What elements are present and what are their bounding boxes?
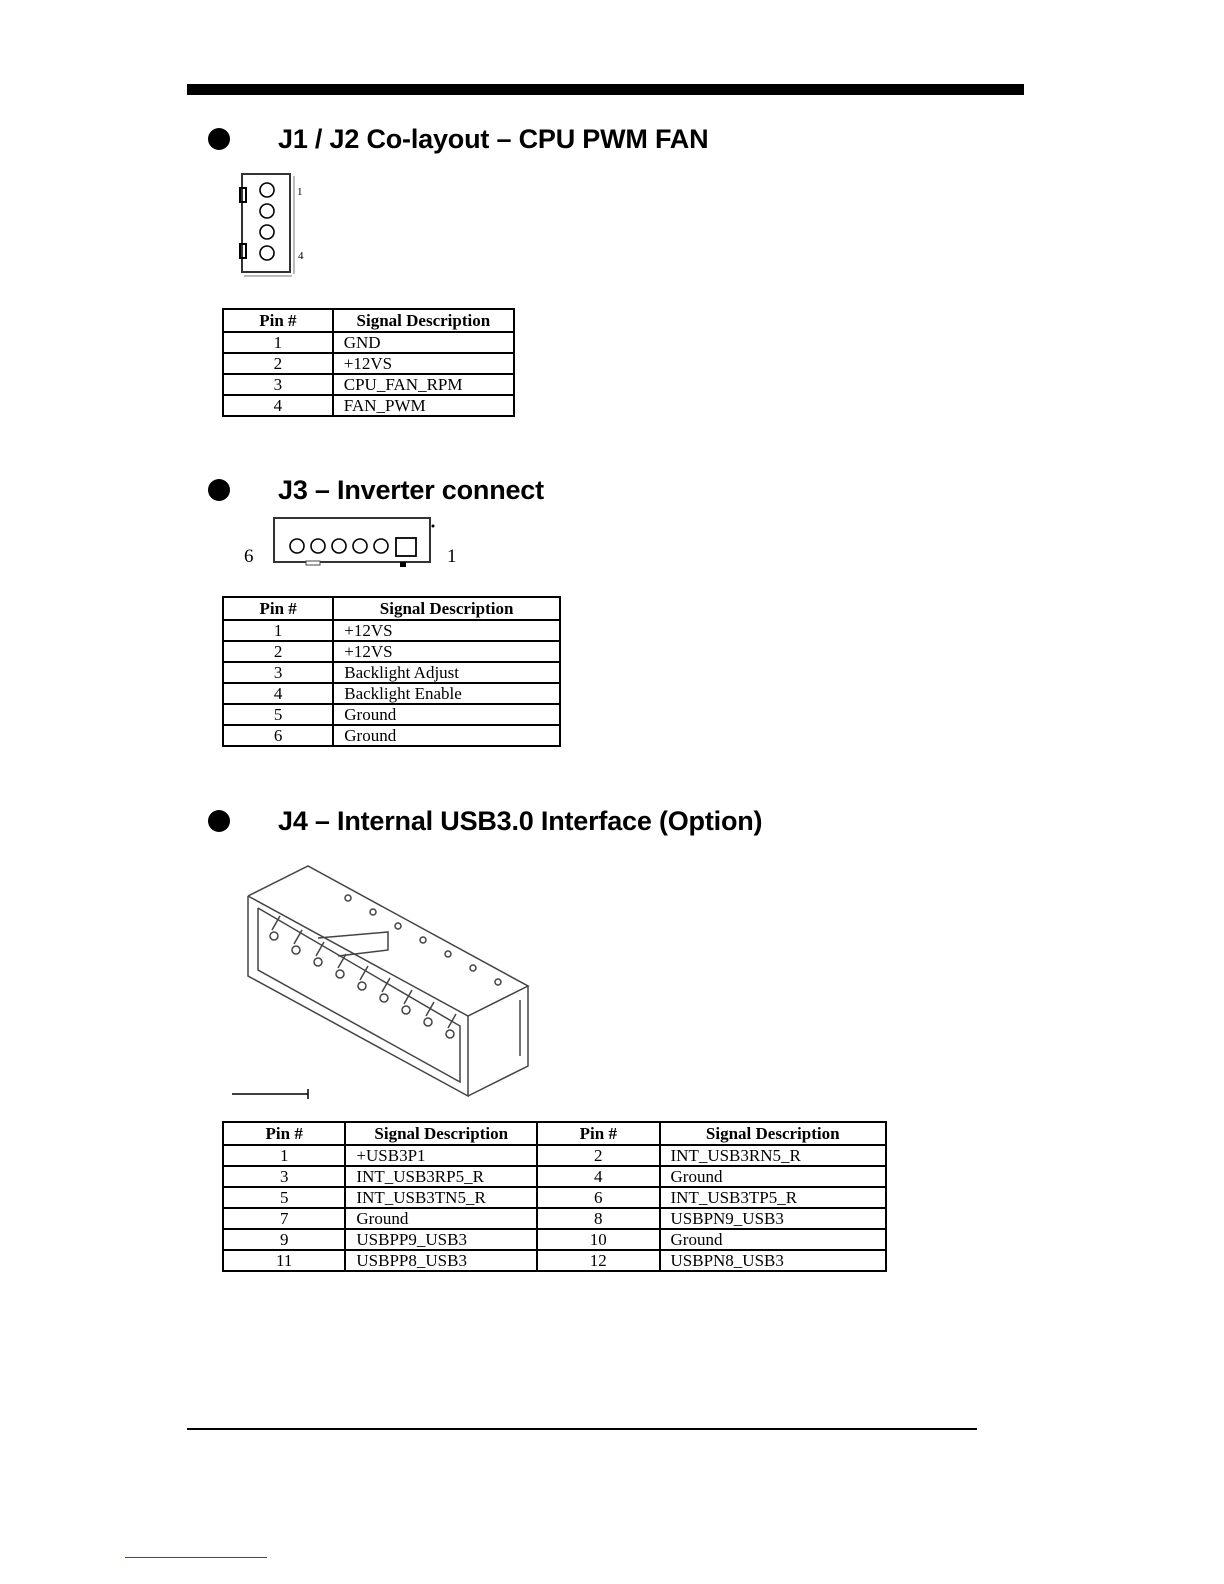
fan-connector-diagram: [236, 170, 316, 278]
table-row: [223, 1229, 886, 1250]
signal-cell: INT_USB3RP5_R: [345, 1166, 537, 1187]
pin-cell: 1: [223, 332, 333, 353]
table-header-row: [223, 309, 514, 332]
signal-cell: USBPN9_USB3: [660, 1208, 887, 1229]
signal-cell: Backlight Adjust: [333, 662, 560, 683]
table-row: [223, 1145, 886, 1166]
pin-cell: 4: [223, 683, 333, 704]
pin-cell: 1: [223, 1145, 345, 1166]
table-row: [223, 704, 560, 725]
pin-cell: 3: [223, 662, 333, 683]
table-row: [223, 1166, 886, 1187]
bullet-icon: [208, 479, 230, 501]
signal-cell: INT_USB3TN5_R: [345, 1187, 537, 1208]
pin-cell: 1: [223, 620, 333, 641]
pin-cell: 2: [537, 1145, 659, 1166]
signal-cell: Ground: [660, 1229, 887, 1250]
signal-cell: +12VS: [333, 641, 560, 662]
pin-cell: 5: [223, 704, 333, 725]
usb3-pin-table: [222, 1121, 887, 1272]
pin-cell: 12: [537, 1250, 659, 1271]
signal-cell: FAN_PWM: [333, 395, 514, 416]
header-pin: Pin #: [537, 1122, 659, 1145]
header-signal: Signal Description: [333, 309, 514, 332]
inverter-pin-1-label: 1: [447, 546, 457, 567]
pin-cell: 4: [223, 395, 333, 416]
signal-cell: CPU_FAN_RPM: [333, 374, 514, 395]
footer-link-underline[interactable]: [125, 1557, 267, 1558]
inverter-pin-table: [222, 596, 561, 747]
header-pin: Pin #: [223, 597, 333, 620]
table-row: [223, 683, 560, 704]
table-header-row: [223, 1122, 886, 1145]
table-row: [223, 1187, 886, 1208]
pin-cell: 9: [223, 1229, 345, 1250]
signal-cell: INT_USB3RN5_R: [660, 1145, 887, 1166]
fan-pin-table: [222, 308, 515, 417]
table-row: [223, 332, 514, 353]
table-header-row: [223, 597, 560, 620]
section-title: J1 / J2 Co-layout – CPU PWM FAN: [278, 123, 709, 154]
signal-cell: +12VS: [333, 353, 514, 374]
fan-pin-1-label: 1: [297, 186, 303, 198]
header-pin: Pin #: [223, 1122, 345, 1145]
bottom-rule: [187, 1428, 977, 1430]
table-row: [223, 1250, 886, 1271]
usb3-header-diagram: [228, 860, 538, 1102]
pin-cell: 3: [223, 1166, 345, 1187]
table-row: [223, 620, 560, 641]
signal-cell: USBPP9_USB3: [345, 1229, 537, 1250]
pin-cell: 6: [537, 1187, 659, 1208]
table-row: [223, 1208, 886, 1229]
inverter-pin-6-label: 6: [244, 546, 254, 567]
pin-cell: 11: [223, 1250, 345, 1271]
signal-cell: Backlight Enable: [333, 683, 560, 704]
signal-cell: GND: [333, 332, 514, 353]
top-rule: [187, 84, 1024, 95]
table-row: [223, 641, 560, 662]
pin-cell: 6: [223, 725, 333, 746]
signal-cell: Ground: [333, 725, 560, 746]
header-signal: Signal Description: [345, 1122, 537, 1145]
bullet-icon: [208, 128, 230, 150]
section-heading-inverter: [208, 473, 544, 507]
table-row: [223, 662, 560, 683]
signal-cell: Ground: [660, 1166, 887, 1187]
bullet-icon: [208, 810, 230, 832]
header-pin: Pin #: [223, 309, 333, 332]
header-signal: Signal Description: [660, 1122, 887, 1145]
pin-cell: 2: [223, 353, 333, 374]
pin-cell: 4: [537, 1166, 659, 1187]
table-row: [223, 374, 514, 395]
signal-cell: +12VS: [333, 620, 560, 641]
table-row: [223, 353, 514, 374]
fan-pin-4-label: 4: [298, 250, 304, 262]
inverter-connector-diagram: [270, 514, 440, 570]
signal-cell: INT_USB3TP5_R: [660, 1187, 887, 1208]
section-title: J4 – Internal USB3.0 Interface (Option): [278, 805, 763, 836]
signal-cell: Ground: [333, 704, 560, 725]
signal-cell: Ground: [345, 1208, 537, 1229]
section-heading-usb3: [208, 804, 763, 838]
pin-cell: 8: [537, 1208, 659, 1229]
pin-cell: 7: [223, 1208, 345, 1229]
pin-cell: 5: [223, 1187, 345, 1208]
section-title: J3 – Inverter connect: [278, 474, 544, 505]
signal-cell: +USB3P1: [345, 1145, 537, 1166]
pin-cell: 3: [223, 374, 333, 395]
signal-cell: USBPN8_USB3: [660, 1250, 887, 1271]
signal-cell: USBPP8_USB3: [345, 1250, 537, 1271]
section-heading-fan: [208, 122, 709, 156]
header-signal: Signal Description: [333, 597, 560, 620]
pin-cell: 2: [223, 641, 333, 662]
table-row: [223, 725, 560, 746]
table-row: [223, 395, 514, 416]
pin-cell: 10: [537, 1229, 659, 1250]
